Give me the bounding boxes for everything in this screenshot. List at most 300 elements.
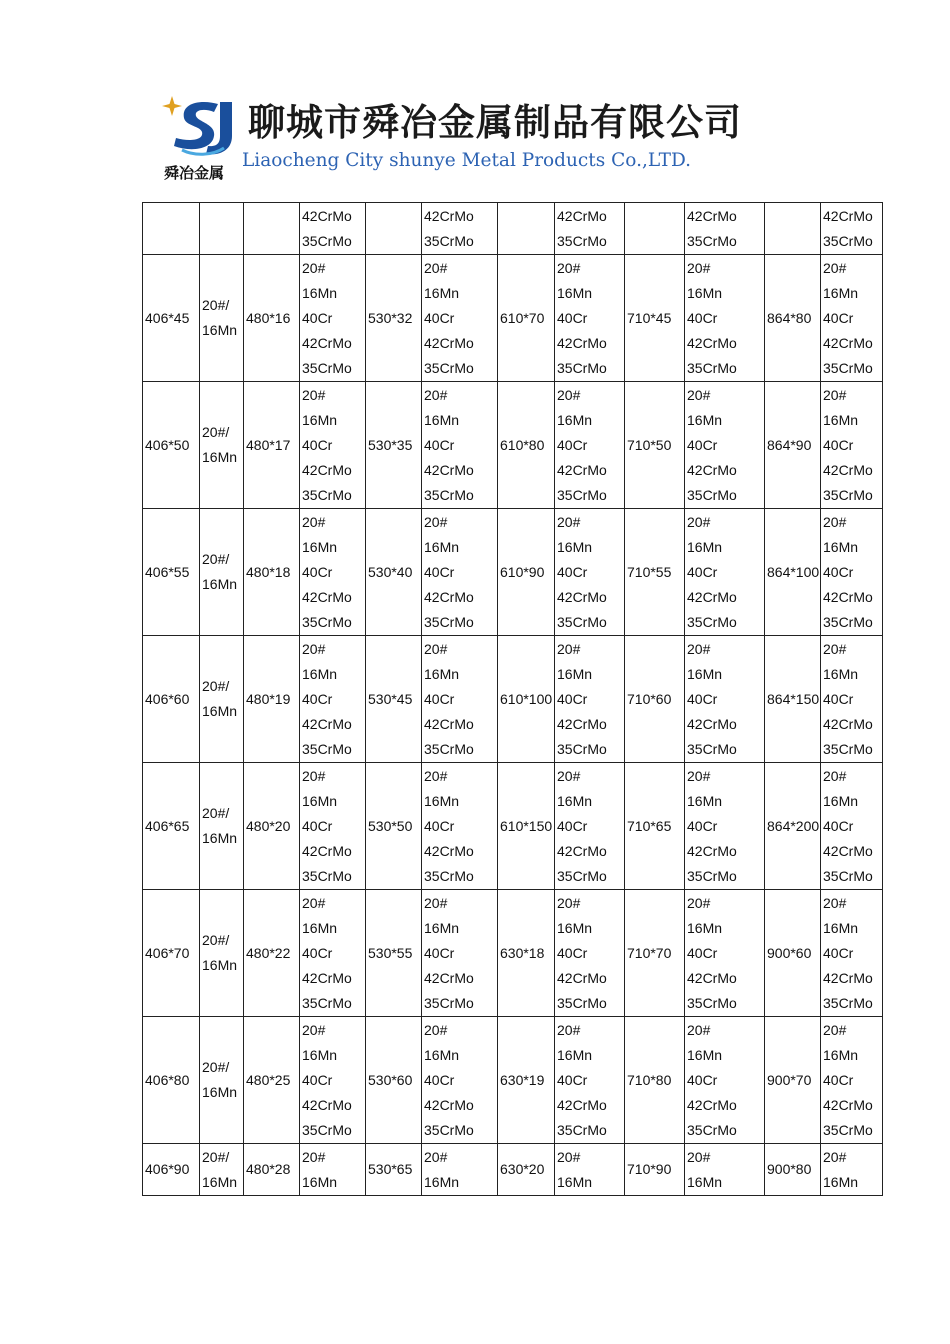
cell-line: 42CrMo xyxy=(557,589,607,605)
cell-line: 16Mn xyxy=(557,539,593,555)
cell-line: 40Cr xyxy=(823,437,854,453)
cell-line: 40Cr xyxy=(424,691,455,707)
cell-line: 16Mn xyxy=(823,920,859,936)
size-cell xyxy=(625,203,685,255)
cell-line: 42CrMo xyxy=(424,462,474,478)
size-cell: 406*65 xyxy=(143,763,200,890)
material-cell xyxy=(422,203,498,255)
size-cell xyxy=(143,203,200,255)
size-cell: 710*45 xyxy=(625,255,685,382)
cell-line: 40Cr xyxy=(302,691,333,707)
cell-line: 42CrMo xyxy=(823,843,873,859)
material-cell xyxy=(555,382,625,509)
size-cell: 530*35 xyxy=(366,382,422,509)
material-cell xyxy=(300,1144,366,1196)
cell-line: 35CrMo xyxy=(823,487,873,503)
cell-line: 20# xyxy=(823,768,847,784)
cell-line: 35CrMo xyxy=(687,360,737,376)
material-cell xyxy=(555,1144,625,1196)
cell-line: 20#/ xyxy=(202,678,230,694)
cell-line: 35CrMo xyxy=(302,868,352,884)
cell-line: 42CrMo xyxy=(302,970,352,986)
cell-line: 16Mn xyxy=(424,285,460,301)
cell-line: 35CrMo xyxy=(557,868,607,884)
size-cell: 530*32 xyxy=(366,255,422,382)
cell-line: 42CrMo xyxy=(424,970,474,986)
size-cell: 710*55 xyxy=(625,509,685,636)
material-cell xyxy=(821,1017,883,1144)
cell-line: 42CrMo xyxy=(687,462,737,478)
cell-line: 42CrMo xyxy=(823,716,873,732)
cell-line: 20# xyxy=(687,1149,711,1165)
cell-line: 42CrMo xyxy=(687,970,737,986)
material-cell xyxy=(422,763,498,890)
material-cell xyxy=(685,1144,765,1196)
grade-cell xyxy=(200,255,244,382)
cell-line: 35CrMo xyxy=(823,741,873,757)
cell-line: 35CrMo xyxy=(302,233,352,249)
cell-line: 20#/ xyxy=(202,805,230,821)
cell-line: 20# xyxy=(823,1149,847,1165)
cell-line: 40Cr xyxy=(302,945,333,961)
size-cell: 406*70 xyxy=(143,890,200,1017)
size-cell: 900*60 xyxy=(765,890,821,1017)
material-cell xyxy=(422,255,498,382)
cell-line: 20# xyxy=(302,641,326,657)
cell-line: 42CrMo xyxy=(823,589,873,605)
cell-line: 16Mn xyxy=(302,539,338,555)
cell-line: 16Mn xyxy=(557,793,593,809)
cell-line: 16Mn xyxy=(687,1047,723,1063)
size-cell: 480*19 xyxy=(244,636,300,763)
material-cell xyxy=(300,1017,366,1144)
cell-line: 20# xyxy=(557,895,581,911)
cell-line: 40Cr xyxy=(557,945,588,961)
cell-line: 40Cr xyxy=(302,1072,333,1088)
cell-line: 42CrMo xyxy=(302,589,352,605)
spec-table xyxy=(142,202,883,1196)
size-cell: 406*55 xyxy=(143,509,200,636)
size-cell: 864*80 xyxy=(765,255,821,382)
cell-line: 16Mn xyxy=(823,539,859,555)
material-cell xyxy=(555,203,625,255)
size-cell: 406*80 xyxy=(143,1017,200,1144)
material-cell xyxy=(685,890,765,1017)
size-cell: 610*90 xyxy=(498,509,555,636)
size-cell: 900*80 xyxy=(765,1144,821,1196)
size-cell: 480*17 xyxy=(244,382,300,509)
size-cell: 630*18 xyxy=(498,890,555,1017)
table-row xyxy=(143,255,883,382)
company-header xyxy=(160,92,742,184)
material-cell xyxy=(685,763,765,890)
cell-line: 40Cr xyxy=(424,437,455,453)
cell-line: 35CrMo xyxy=(302,487,352,503)
cell-line: 16Mn xyxy=(202,1084,238,1100)
cell-line: 20# xyxy=(302,895,326,911)
cell-line: 42CrMo xyxy=(424,335,474,351)
cell-line: 20# xyxy=(424,768,448,784)
company-logo xyxy=(160,92,240,184)
size-cell: 530*40 xyxy=(366,509,422,636)
size-cell: 610*80 xyxy=(498,382,555,509)
cell-line: 35CrMo xyxy=(687,487,737,503)
cell-line: 40Cr xyxy=(687,818,718,834)
cell-line: 16Mn xyxy=(202,703,238,719)
cell-line: 35CrMo xyxy=(823,233,873,249)
cell-line: 16Mn xyxy=(557,920,593,936)
size-cell: 864*150 xyxy=(765,636,821,763)
cell-line: 16Mn xyxy=(202,322,238,338)
material-cell xyxy=(555,255,625,382)
cell-line: 16Mn xyxy=(202,830,238,846)
cell-line: 16Mn xyxy=(202,576,238,592)
cell-line: 42CrMo xyxy=(424,589,474,605)
size-cell: 530*65 xyxy=(366,1144,422,1196)
material-cell xyxy=(821,382,883,509)
cell-line: 20# xyxy=(823,1022,847,1038)
cell-line: 35CrMo xyxy=(302,995,352,1011)
cell-line: 40Cr xyxy=(557,437,588,453)
cell-line: 20# xyxy=(823,895,847,911)
cell-line: 40Cr xyxy=(687,310,718,326)
material-cell xyxy=(685,203,765,255)
cell-line: 20# xyxy=(557,768,581,784)
company-name-cn: 聊城市舜冶金属制品有限公司 xyxy=(248,101,742,144)
material-cell xyxy=(821,509,883,636)
cell-line: 42CrMo xyxy=(302,1097,352,1113)
table-row xyxy=(143,382,883,509)
material-cell xyxy=(685,509,765,636)
cell-line: 40Cr xyxy=(302,564,333,580)
cell-line: 35CrMo xyxy=(557,1122,607,1138)
cell-line: 42CrMo xyxy=(557,208,607,224)
cell-line: 20#/ xyxy=(202,424,230,440)
cell-line: 16Mn xyxy=(687,666,723,682)
cell-line: 16Mn xyxy=(202,1173,238,1190)
cell-line: 20# xyxy=(557,641,581,657)
cell-line: 42CrMo xyxy=(557,716,607,732)
cell-line: 40Cr xyxy=(424,564,455,580)
size-cell: 900*70 xyxy=(765,1017,821,1144)
material-cell xyxy=(422,890,498,1017)
cell-line: 20# xyxy=(823,260,847,276)
cell-line: 42CrMo xyxy=(424,1097,474,1113)
cell-line: 40Cr xyxy=(823,310,854,326)
cell-line: 35CrMo xyxy=(823,1122,873,1138)
cell-line: 40Cr xyxy=(823,564,854,580)
table-row xyxy=(143,1017,883,1144)
material-cell xyxy=(300,255,366,382)
cell-line: 20# xyxy=(302,514,326,530)
cell-line: 42CrMo xyxy=(823,970,873,986)
grade-cell xyxy=(200,763,244,890)
cell-line: 20# xyxy=(557,1149,581,1165)
cell-line: 16Mn xyxy=(823,666,859,682)
cell-line: 16Mn xyxy=(823,1047,859,1063)
grade-cell xyxy=(200,1017,244,1144)
table-row xyxy=(143,203,883,255)
size-cell: 864*90 xyxy=(765,382,821,509)
cell-line: 16Mn xyxy=(424,793,460,809)
cell-line: 16Mn xyxy=(424,1047,460,1063)
grade-cell xyxy=(200,1144,244,1196)
cell-line: 40Cr xyxy=(823,691,854,707)
cell-line: 16Mn xyxy=(424,412,460,428)
table-row xyxy=(143,1144,883,1196)
cell-line: 42CrMo xyxy=(557,335,607,351)
cell-line: 40Cr xyxy=(823,818,854,834)
cell-line: 16Mn xyxy=(823,793,859,809)
cell-line: 42CrMo xyxy=(687,1097,737,1113)
size-cell xyxy=(366,203,422,255)
cell-line: 35CrMo xyxy=(557,487,607,503)
table-row xyxy=(143,890,883,1017)
cell-line: 20# xyxy=(424,1022,448,1038)
company-name-en: Liaocheng City shunye Metal Products Co.,LTD. xyxy=(242,150,691,171)
cell-line: 35CrMo xyxy=(424,995,474,1011)
cell-line: 35CrMo xyxy=(557,360,607,376)
cell-line: 20# xyxy=(687,641,711,657)
cell-line: 35CrMo xyxy=(424,1122,474,1138)
cell-line: 35CrMo xyxy=(687,614,737,630)
table-row xyxy=(143,509,883,636)
cell-line: 35CrMo xyxy=(687,868,737,884)
cell-line: 20#/ xyxy=(202,932,230,948)
material-cell xyxy=(685,255,765,382)
cell-line: 20# xyxy=(687,895,711,911)
cell-line: 40Cr xyxy=(302,310,333,326)
material-cell xyxy=(300,203,366,255)
cell-line: 16Mn xyxy=(687,285,723,301)
size-cell: 710*65 xyxy=(625,763,685,890)
size-cell: 406*90 xyxy=(143,1144,200,1196)
logo-text: 舜冶金属 xyxy=(164,164,225,182)
size-cell: 710*90 xyxy=(625,1144,685,1196)
cell-line: 20# xyxy=(823,641,847,657)
size-cell: 530*50 xyxy=(366,763,422,890)
cell-line: 16Mn xyxy=(687,412,723,428)
cell-line: 16Mn xyxy=(302,1174,338,1190)
cell-line: 42CrMo xyxy=(823,335,873,351)
cell-line: 16Mn xyxy=(302,666,338,682)
cell-line: 20# xyxy=(557,514,581,530)
material-cell xyxy=(422,1144,498,1196)
cell-line: 35CrMo xyxy=(823,995,873,1011)
material-cell xyxy=(300,382,366,509)
cell-line: 16Mn xyxy=(202,957,238,973)
cell-line: 20# xyxy=(424,514,448,530)
cell-line: 20# xyxy=(687,387,711,403)
size-cell: 480*25 xyxy=(244,1017,300,1144)
cell-line: 40Cr xyxy=(823,945,854,961)
cell-line: 16Mn xyxy=(424,1174,460,1190)
cell-line: 16Mn xyxy=(302,1047,338,1063)
material-cell xyxy=(685,636,765,763)
cell-line: 16Mn xyxy=(823,412,859,428)
cell-line: 42CrMo xyxy=(302,716,352,732)
cell-line: 42CrMo xyxy=(557,970,607,986)
size-cell xyxy=(200,203,244,255)
cell-line: 40Cr xyxy=(557,564,588,580)
cell-line: 20# xyxy=(687,514,711,530)
material-cell xyxy=(555,763,625,890)
cell-line: 40Cr xyxy=(687,564,718,580)
cell-line: 40Cr xyxy=(424,818,455,834)
cell-line: 35CrMo xyxy=(823,360,873,376)
cell-line: 20# xyxy=(687,768,711,784)
cell-line: 40Cr xyxy=(424,1072,455,1088)
cell-line: 42CrMo xyxy=(424,208,474,224)
cell-line: 20# xyxy=(823,387,847,403)
size-cell: 710*70 xyxy=(625,890,685,1017)
cell-line: 16Mn xyxy=(557,1047,593,1063)
size-cell: 630*19 xyxy=(498,1017,555,1144)
cell-line: 42CrMo xyxy=(302,335,352,351)
cell-line: 16Mn xyxy=(687,539,723,555)
cell-line: 42CrMo xyxy=(302,843,352,859)
cell-line: 20# xyxy=(302,1022,326,1038)
cell-line: 35CrMo xyxy=(557,995,607,1011)
cell-line: 42CrMo xyxy=(687,589,737,605)
cell-line: 16Mn xyxy=(687,1174,723,1190)
cell-line: 16Mn xyxy=(424,539,460,555)
material-cell xyxy=(821,763,883,890)
cell-line: 20# xyxy=(302,768,326,784)
cell-line: 40Cr xyxy=(557,310,588,326)
cell-line: 20# xyxy=(424,1149,448,1165)
size-cell: 610*100 xyxy=(498,636,555,763)
cell-line: 16Mn xyxy=(424,920,460,936)
material-cell xyxy=(821,255,883,382)
size-cell: 480*22 xyxy=(244,890,300,1017)
logo-sj-icon xyxy=(160,92,240,162)
cell-line: 35CrMo xyxy=(424,360,474,376)
cell-line: 40Cr xyxy=(687,945,718,961)
cell-line: 35CrMo xyxy=(424,741,474,757)
cell-line: 16Mn xyxy=(302,412,338,428)
grade-cell xyxy=(200,636,244,763)
grade-cell xyxy=(200,890,244,1017)
size-cell: 630*20 xyxy=(498,1144,555,1196)
material-cell xyxy=(300,636,366,763)
cell-line: 16Mn xyxy=(687,793,723,809)
cell-line: 16Mn xyxy=(424,666,460,682)
size-cell: 406*50 xyxy=(143,382,200,509)
size-cell xyxy=(765,203,821,255)
cell-line: 20# xyxy=(557,1022,581,1038)
cell-line: 16Mn xyxy=(823,285,859,301)
cell-line: 16Mn xyxy=(687,920,723,936)
cell-line: 20# xyxy=(424,260,448,276)
material-cell xyxy=(422,1017,498,1144)
size-cell xyxy=(498,203,555,255)
material-cell xyxy=(821,203,883,255)
cell-line: 16Mn xyxy=(202,449,238,465)
material-cell xyxy=(821,1144,883,1196)
cell-line: 35CrMo xyxy=(557,741,607,757)
cell-line: 35CrMo xyxy=(823,868,873,884)
cell-line: 35CrMo xyxy=(302,741,352,757)
size-cell: 480*16 xyxy=(244,255,300,382)
cell-line: 40Cr xyxy=(557,691,588,707)
cell-line: 16Mn xyxy=(302,920,338,936)
material-cell xyxy=(422,636,498,763)
cell-line: 42CrMo xyxy=(823,462,873,478)
cell-line: 42CrMo xyxy=(424,843,474,859)
size-cell: 610*70 xyxy=(498,255,555,382)
cell-line: 40Cr xyxy=(823,1072,854,1088)
cell-line: 40Cr xyxy=(687,691,718,707)
material-cell xyxy=(422,382,498,509)
cell-line: 42CrMo xyxy=(687,335,737,351)
cell-line: 20# xyxy=(823,514,847,530)
cell-line: 35CrMo xyxy=(557,233,607,249)
cell-line: 35CrMo xyxy=(823,614,873,630)
size-cell: 406*45 xyxy=(143,255,200,382)
cell-line: 40Cr xyxy=(687,437,718,453)
size-cell: 530*45 xyxy=(366,636,422,763)
size-cell: 710*80 xyxy=(625,1017,685,1144)
size-cell: 710*60 xyxy=(625,636,685,763)
material-cell xyxy=(422,509,498,636)
cell-line: 35CrMo xyxy=(687,1122,737,1138)
size-cell: 480*28 xyxy=(244,1144,300,1196)
grade-cell xyxy=(200,382,244,509)
cell-line: 42CrMo xyxy=(823,208,873,224)
cell-line: 20# xyxy=(302,387,326,403)
cell-line: 16Mn xyxy=(557,666,593,682)
cell-line: 40Cr xyxy=(424,310,455,326)
cell-line: 20# xyxy=(424,895,448,911)
cell-line: 40Cr xyxy=(302,437,333,453)
material-cell xyxy=(555,636,625,763)
cell-line: 40Cr xyxy=(687,1072,718,1088)
cell-line: 20# xyxy=(687,1022,711,1038)
cell-line: 42CrMo xyxy=(687,208,737,224)
material-cell xyxy=(555,890,625,1017)
cell-line: 35CrMo xyxy=(424,868,474,884)
material-cell xyxy=(300,763,366,890)
material-cell xyxy=(555,1017,625,1144)
grade-cell xyxy=(200,509,244,636)
cell-line: 16Mn xyxy=(823,1174,859,1190)
cell-line: 20# xyxy=(424,387,448,403)
cell-line: 20# xyxy=(302,260,326,276)
cell-line: 20#/ xyxy=(202,1148,230,1165)
material-cell xyxy=(555,509,625,636)
cell-line: 16Mn xyxy=(302,793,338,809)
cell-line: 35CrMo xyxy=(424,487,474,503)
size-cell: 530*55 xyxy=(366,890,422,1017)
cell-line: 16Mn xyxy=(557,285,593,301)
cell-line: 40Cr xyxy=(557,818,588,834)
cell-line: 16Mn xyxy=(557,412,593,428)
cell-line: 42CrMo xyxy=(302,208,352,224)
material-cell xyxy=(685,1017,765,1144)
material-cell xyxy=(300,890,366,1017)
size-cell: 406*60 xyxy=(143,636,200,763)
material-cell xyxy=(821,636,883,763)
table-row xyxy=(143,636,883,763)
cell-line: 16Mn xyxy=(302,285,338,301)
cell-line: 20# xyxy=(302,1149,326,1165)
size-cell: 864*200 xyxy=(765,763,821,890)
size-cell: 610*150 xyxy=(498,763,555,890)
size-cell: 480*18 xyxy=(244,509,300,636)
size-cell: 480*20 xyxy=(244,763,300,890)
cell-line: 35CrMo xyxy=(302,1122,352,1138)
